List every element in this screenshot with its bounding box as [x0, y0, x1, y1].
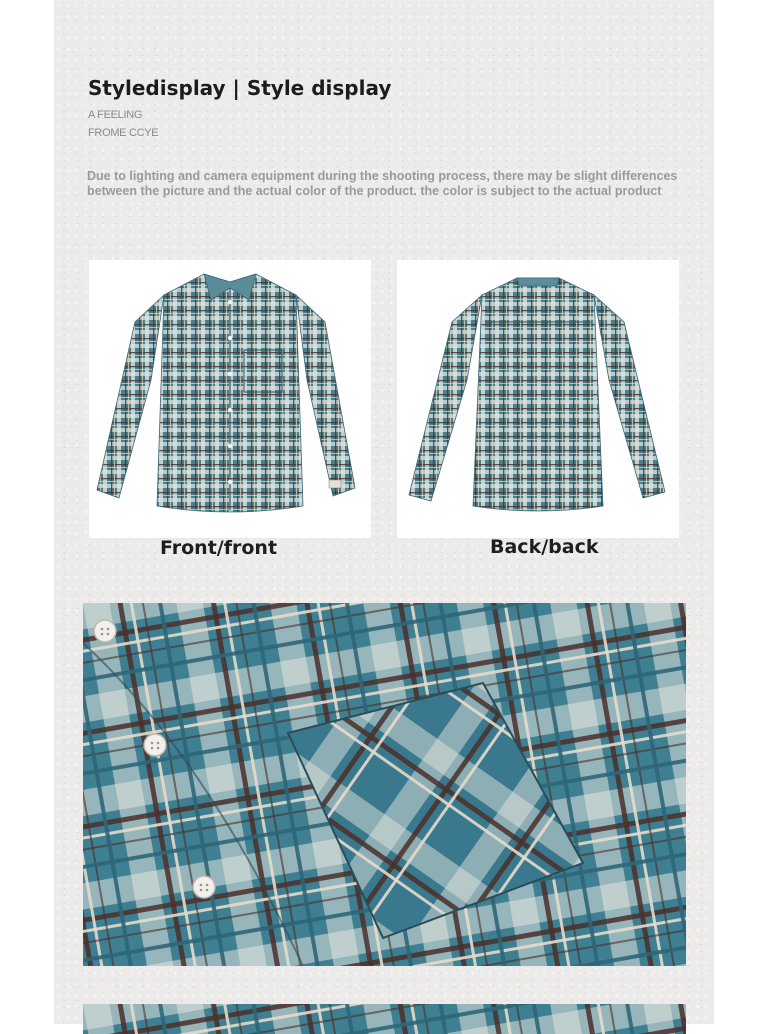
- fabric-closeup-image: [83, 603, 686, 966]
- color-disclaimer: Due to lighting and camera equipment during the shooting process, there may be slight differences between the picture and the actual color of the product. the color is subject to the actual product: [87, 169, 678, 198]
- shirt-back-icon: [397, 260, 679, 538]
- back-view-label: Back/back: [490, 536, 599, 558]
- section-title: Styledisplay | Style display: [88, 76, 392, 100]
- back-view-card[interactable]: [397, 260, 679, 538]
- tagline-line-2: FROME CCYE: [88, 127, 159, 139]
- fabric-closeup-icon: [83, 603, 686, 966]
- tagline-line-1: A FEELING: [88, 109, 143, 121]
- front-view-label: Front/front: [160, 537, 278, 559]
- fabric-closeup-image-2: [83, 1004, 686, 1034]
- fabric-closeup-2-icon: [83, 1004, 686, 1034]
- shirt-front-icon: [89, 260, 371, 538]
- front-view-card[interactable]: [89, 260, 371, 538]
